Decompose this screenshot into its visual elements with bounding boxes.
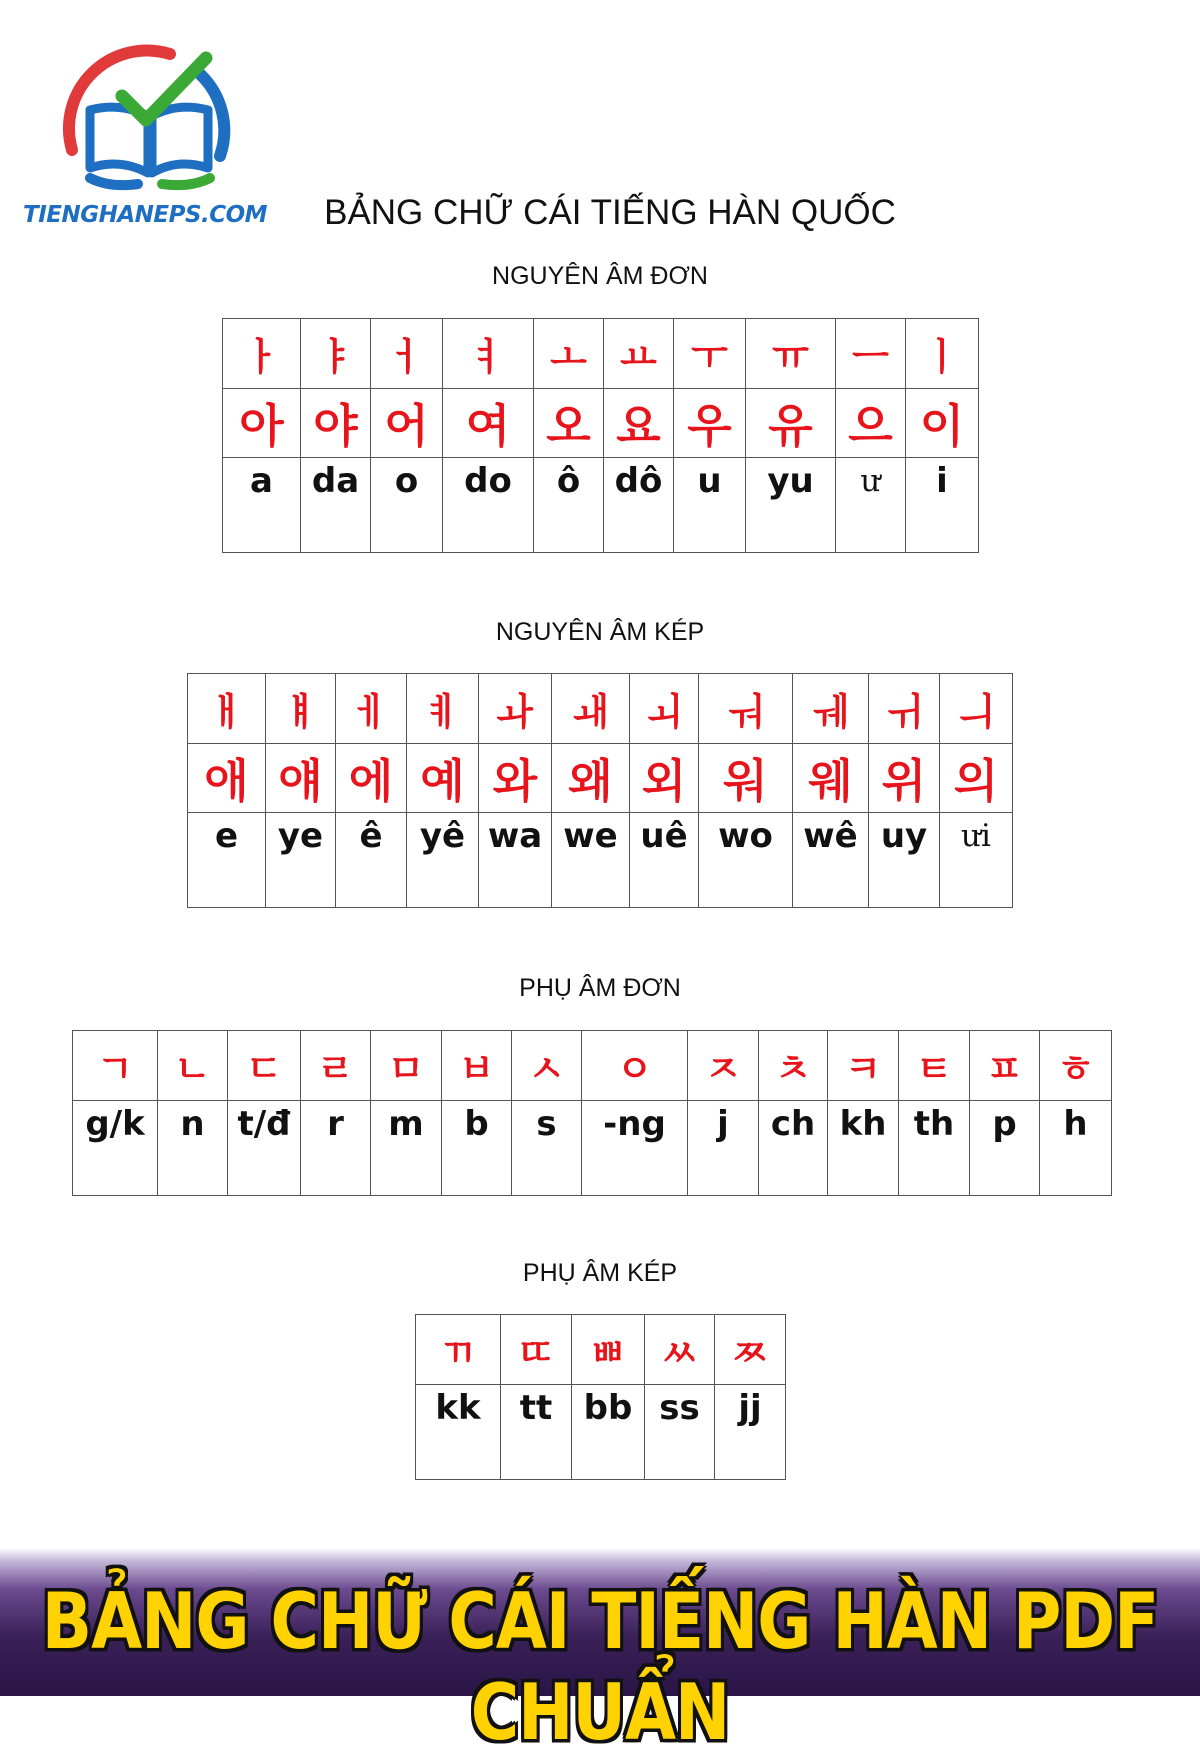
consonant-jamo: ㅌ [899, 1031, 970, 1101]
vowel-romanization: ô [534, 458, 604, 553]
vowel-romanization: i [906, 458, 979, 553]
vowel-jamo: ㅓ [371, 319, 443, 389]
consonant-romanization: jj [715, 1385, 786, 1480]
vowel-syllable: 워 [699, 744, 793, 813]
consonant-romanization: kk [416, 1385, 501, 1480]
jamo-row [416, 1315, 786, 1385]
vowel-romanization: e [188, 813, 266, 908]
vowel-romanization: uy [869, 813, 940, 908]
consonant-jamo: ㄹ [301, 1031, 371, 1101]
vowel-romanization: ye [266, 813, 336, 908]
page-title: BẢNG CHỮ CÁI TIẾNG HÀN QUỐC [324, 193, 896, 232]
consonant-romanization: -ng [582, 1101, 688, 1196]
vowel-syllable: 외 [630, 744, 699, 813]
consonant-jamo: ㅍ [970, 1031, 1040, 1101]
section-title-simple-consonants: PHỤ ÂM ĐƠN [519, 974, 681, 1002]
vowel-syllable: 우 [674, 389, 746, 458]
consonant-romanization: th [899, 1101, 970, 1196]
vowel-jamo: ㅛ [604, 319, 674, 389]
consonant-jamo: ㅋ [828, 1031, 899, 1101]
double-consonants-table [415, 1314, 786, 1480]
vowel-romanization: ê [336, 813, 407, 908]
consonant-romanization: m [371, 1101, 442, 1196]
vowel-jamo: ㅜ [674, 319, 746, 389]
consonant-romanization: p [970, 1101, 1040, 1196]
vowel-jamo: ㅠ [746, 319, 836, 389]
consonant-jamo: ㅂ [442, 1031, 512, 1101]
syllable-row [223, 389, 979, 458]
vowel-romanization: wo [699, 813, 793, 908]
syllable-row [188, 744, 1013, 813]
banner-title: BẢNG CHỮ CÁI TIẾNG HÀN PDF CHUẨN [41, 1576, 1159, 1758]
romanization-row [73, 1101, 1112, 1196]
compound-vowels-table [187, 673, 1013, 908]
consonant-jamo: ㄴ [158, 1031, 228, 1101]
vowel-jamo: ㅖ [407, 674, 479, 744]
romanization-row [188, 813, 1013, 908]
consonant-romanization: g/k [73, 1101, 158, 1196]
vowel-syllable: 예 [407, 744, 479, 813]
vowel-jamo: ㅐ [188, 674, 266, 744]
romanization-row [416, 1385, 786, 1480]
vowel-jamo: ㅒ [266, 674, 336, 744]
consonant-jamo: ㅅ [512, 1031, 582, 1101]
consonant-jamo: ㅈ [688, 1031, 759, 1101]
vowel-romanization: da [301, 458, 371, 553]
vowel-jamo: ㅑ [301, 319, 371, 389]
consonant-jamo: ㅆ [645, 1315, 715, 1385]
vowel-jamo: ㅡ [836, 319, 906, 389]
vowel-jamo: ㅞ [793, 674, 869, 744]
consonant-jamo: ㅇ [582, 1031, 688, 1101]
vowel-jamo: ㅢ [940, 674, 1013, 744]
consonant-jamo: ㅊ [759, 1031, 828, 1101]
vowel-syllable: 유 [746, 389, 836, 458]
consonant-romanization: s [512, 1101, 582, 1196]
vowel-romanization: we [552, 813, 630, 908]
vowel-syllable: 위 [869, 744, 940, 813]
vowel-romanization: wa [479, 813, 552, 908]
vowel-jamo: ㅚ [630, 674, 699, 744]
logo-text: TIENGHANEPS.COM [23, 202, 268, 228]
consonant-jamo: ㅃ [572, 1315, 645, 1385]
consonant-jamo: ㅁ [371, 1031, 442, 1101]
vowel-syllable: 야 [301, 389, 371, 458]
vowel-syllable: 의 [940, 744, 1013, 813]
vowel-romanization: wê [793, 813, 869, 908]
consonant-romanization: t/đ [228, 1101, 301, 1196]
consonant-romanization: n [158, 1101, 228, 1196]
consonant-romanization: ss [645, 1385, 715, 1480]
consonant-romanization: bb [572, 1385, 645, 1480]
consonant-jamo: ㅉ [715, 1315, 786, 1385]
consonant-romanization: tt [501, 1385, 572, 1480]
vowel-romanization: ư [836, 458, 906, 553]
book-check-icon [50, 38, 250, 198]
vowel-romanization: dô [604, 458, 674, 553]
vowel-syllable: 요 [604, 389, 674, 458]
vowel-romanization: u [674, 458, 746, 553]
vowel-romanization: uê [630, 813, 699, 908]
consonant-romanization: r [301, 1101, 371, 1196]
jamo-row [223, 319, 979, 389]
section-title-double-consonants: PHỤ ÂM KÉP [522, 1259, 678, 1287]
vowel-jamo: ㅣ [906, 319, 979, 389]
vowel-syllable: 와 [479, 744, 552, 813]
consonant-jamo: ㅎ [1040, 1031, 1112, 1101]
vowel-romanization: ưi [940, 813, 1013, 908]
vowel-syllable: 에 [336, 744, 407, 813]
jamo-row [188, 674, 1013, 744]
vowel-jamo: ㅝ [699, 674, 793, 744]
vowel-syllable: 여 [443, 389, 534, 458]
vowel-jamo: ㅕ [443, 319, 534, 389]
consonant-romanization: ch [759, 1101, 828, 1196]
section-title-compound-vowels: NGUYÊN ÂM KÉP [495, 618, 705, 646]
vowel-syllable: 왜 [552, 744, 630, 813]
romanization-row [223, 458, 979, 553]
vowel-jamo: ㅟ [869, 674, 940, 744]
consonant-jamo: ㄷ [228, 1031, 301, 1101]
simple-vowels-table [222, 318, 979, 553]
vowel-romanization: do [443, 458, 534, 553]
vowel-jamo: ㅔ [336, 674, 407, 744]
vowel-syllable: 얘 [266, 744, 336, 813]
consonant-romanization: j [688, 1101, 759, 1196]
vowel-jamo: ㅙ [552, 674, 630, 744]
consonant-romanization: b [442, 1101, 512, 1196]
consonant-romanization: kh [828, 1101, 899, 1196]
vowel-romanization: o [371, 458, 443, 553]
vowel-romanization: yê [407, 813, 479, 908]
vowel-jamo: ㅏ [223, 319, 301, 389]
vowel-jamo: ㅘ [479, 674, 552, 744]
jamo-row [73, 1031, 1112, 1101]
section-title-simple-vowels: NGUYÊN ÂM ĐƠN [492, 262, 708, 290]
vowel-syllable: 아 [223, 389, 301, 458]
vowel-syllable: 이 [906, 389, 979, 458]
simple-consonants-table [72, 1030, 1112, 1196]
vowel-jamo: ㅗ [534, 319, 604, 389]
vowel-syllable: 오 [534, 389, 604, 458]
consonant-jamo: ㄸ [501, 1315, 572, 1385]
consonant-romanization: h [1040, 1101, 1112, 1196]
vowel-syllable: 어 [371, 389, 443, 458]
vowel-romanization: yu [746, 458, 836, 553]
vowel-romanization: a [223, 458, 301, 553]
vowel-syllable: 애 [188, 744, 266, 813]
consonant-jamo: ㄲ [416, 1315, 501, 1385]
consonant-jamo: ㄱ [73, 1031, 158, 1101]
vowel-syllable: 으 [836, 389, 906, 458]
vowel-syllable: 웨 [793, 744, 869, 813]
